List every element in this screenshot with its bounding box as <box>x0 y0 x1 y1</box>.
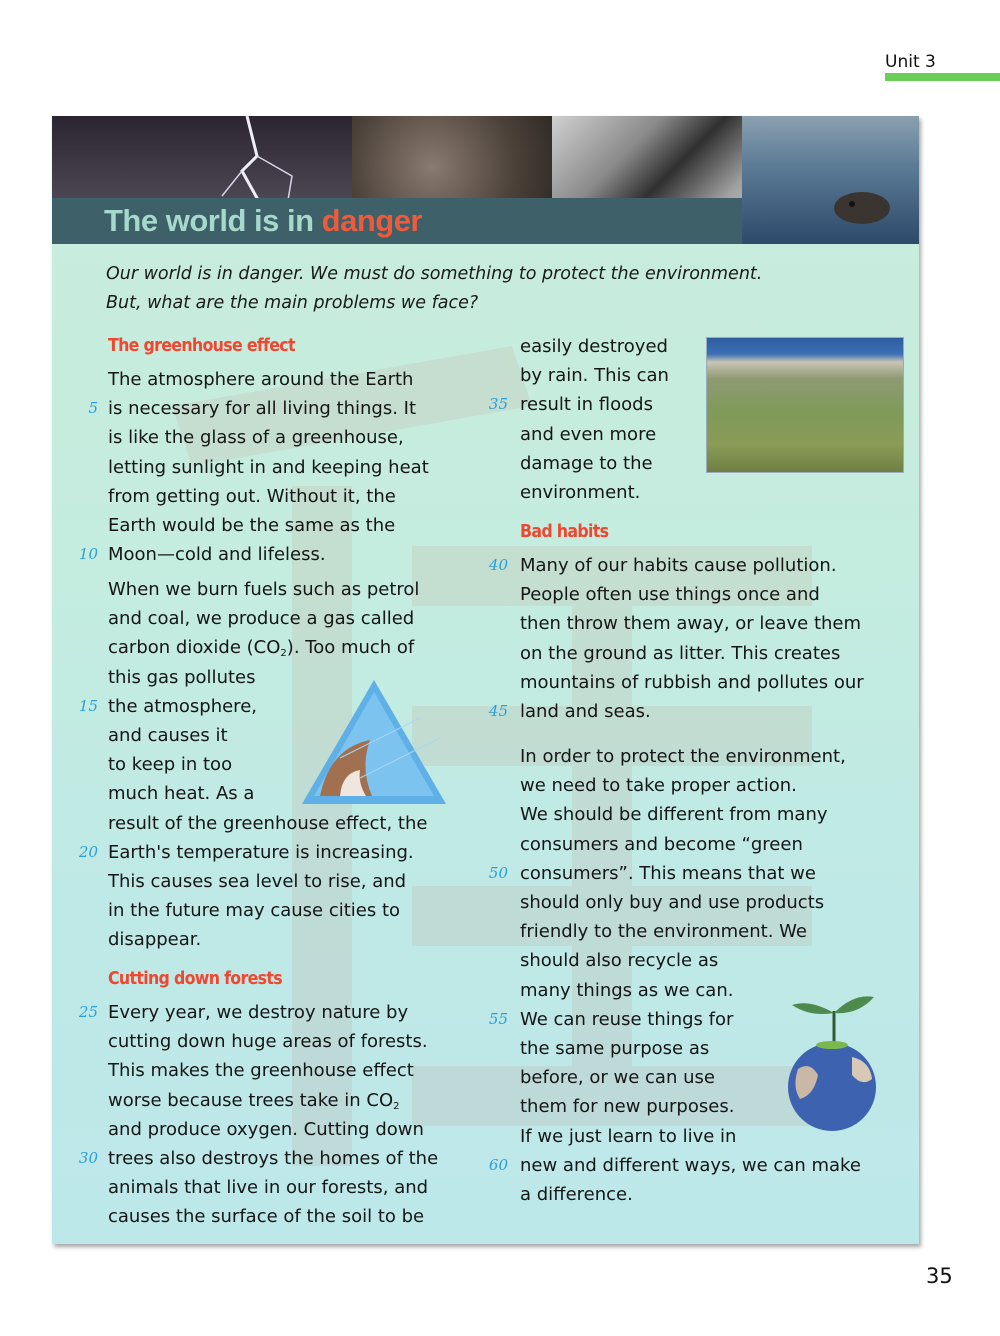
intro-line: But, what are the main problems we face? <box>106 293 479 313</box>
intro-text <box>106 260 886 318</box>
line-text: result of the greenhouse effect, the <box>108 812 428 834</box>
line-text: disappear. <box>108 929 202 951</box>
text-line <box>520 609 864 638</box>
line-text: much heat. As a <box>108 783 255 805</box>
line-number: 10 <box>78 545 98 564</box>
line-text: damage to the <box>520 452 653 474</box>
line-text: trees also destroys the homes of the <box>108 1148 439 1170</box>
line-text: cutting down huge areas of forests. <box>108 1031 428 1053</box>
line-text: Every year, we destroy nature by <box>108 1002 409 1023</box>
text-line <box>108 1027 438 1056</box>
line-text: People often use things once and <box>520 584 820 606</box>
text-line <box>108 1173 438 1202</box>
line-text: When we burn fuels such as petrol <box>108 579 420 600</box>
line-text: and causes it <box>108 725 228 747</box>
line-text: to keep in too <box>108 754 233 776</box>
line-text: The atmosphere around the Earth <box>108 369 414 390</box>
line-text: a difference. <box>520 1184 633 1206</box>
text-line <box>488 697 864 726</box>
line-text: environment. <box>520 482 641 504</box>
line-text: and even more <box>520 423 657 445</box>
line-text: friendly to the environment. We <box>520 921 807 943</box>
text-line <box>108 511 429 540</box>
line-number: 40 <box>488 556 508 574</box>
text-line <box>520 449 669 478</box>
text-line <box>520 830 861 859</box>
text-line <box>108 482 429 511</box>
line-text: we need to take proper action. <box>520 775 797 797</box>
text-line <box>520 800 861 829</box>
line-number: 20 <box>78 842 98 861</box>
line-text: This makes the greenhouse effect <box>108 1060 414 1082</box>
subscript: 2 <box>393 1100 400 1112</box>
text-line <box>520 478 669 507</box>
line-number: 60 <box>488 1155 508 1174</box>
line-text: is necessary for all living things. It <box>108 398 417 420</box>
text-line <box>520 1180 861 1209</box>
line-text: many things as we can. <box>520 979 734 1001</box>
line-text: letting sunlight in and keeping heat <box>108 456 429 478</box>
oily-seal-photo <box>742 116 919 244</box>
line-number: 25 <box>78 1003 98 1021</box>
line-text: on the ground as litter. This creates <box>520 642 841 664</box>
text-line <box>78 1144 439 1173</box>
text-line <box>520 888 861 917</box>
text-line <box>488 551 864 580</box>
line-text: before, or we can use <box>520 1067 715 1089</box>
line-text: If we just learn to live in <box>520 1125 737 1147</box>
line-text: easily destroyed <box>520 336 668 357</box>
text-line <box>108 453 429 482</box>
banner <box>52 116 919 244</box>
line-number: 15 <box>78 696 98 715</box>
line-text: should only buy and use products <box>520 892 825 914</box>
text-line <box>108 604 427 633</box>
line-text: Moon—cold and lifeless. <box>108 544 326 566</box>
line-number: 55 <box>488 1009 508 1028</box>
text-line <box>520 332 669 361</box>
heading-greenhouse: The greenhouse effect <box>108 335 295 356</box>
line-number: 30 <box>78 1149 98 1168</box>
line-text: should also recycle as <box>520 950 719 972</box>
line-text: This causes sea level to rise, and <box>108 871 407 893</box>
text-line <box>88 394 429 423</box>
unit-label: Unit 3 <box>885 52 936 72</box>
line-text: In order to protect the environment, <box>520 746 846 767</box>
line-text: We can reuse things for <box>520 1008 734 1030</box>
text-line <box>108 1202 438 1231</box>
habits-paragraph-1 <box>488 551 864 726</box>
line-text: and coal, we produce a gas called <box>108 608 415 630</box>
text-line <box>108 1086 438 1115</box>
line-text: Many of our habits cause pollution. <box>520 555 837 576</box>
text-line <box>108 867 427 896</box>
text-line <box>78 540 429 569</box>
line-text: We should be different from many <box>520 804 828 826</box>
line-text: is like the glass of a greenhouse, <box>108 427 404 449</box>
line-text: worse because trees take in CO <box>108 1089 394 1111</box>
text-line <box>108 575 427 604</box>
text-line <box>488 859 861 888</box>
text-line <box>520 639 864 668</box>
habits-paragraph-2 <box>488 742 861 1209</box>
text-line <box>520 668 864 697</box>
text-line <box>520 917 861 946</box>
text-line <box>520 361 669 390</box>
text-line <box>108 896 427 925</box>
line-text: by rain. This can <box>520 365 669 387</box>
line-text: from getting out. Without it, the <box>108 485 396 507</box>
article-panel <box>52 116 919 1244</box>
line-text: in the future may cause cities to <box>108 900 401 922</box>
greenhouse-paragraph-1 <box>78 365 429 569</box>
text-line <box>520 742 861 771</box>
line-text: new and different ways, we can make <box>520 1154 861 1176</box>
line-text: carbon dioxide (CO <box>108 637 281 659</box>
line-text: Earth would be the same as the <box>108 515 396 537</box>
line-text: animals that live in our forests, and <box>108 1177 429 1199</box>
text-line <box>78 998 438 1027</box>
text-line <box>488 390 669 419</box>
deforested-land-photo <box>706 337 904 473</box>
line-number: 35 <box>488 395 508 414</box>
title-accent: danger <box>321 203 422 238</box>
greenhouse-pyramid-illustration <box>300 678 448 806</box>
heading-forests: Cutting down forests <box>108 968 282 989</box>
text-line <box>108 365 429 394</box>
subscript: 2 <box>280 648 287 660</box>
text-line <box>108 809 427 838</box>
line-text: this gas pollutes <box>108 666 256 688</box>
forests-paragraph-1 <box>78 998 439 1232</box>
text-line <box>108 925 427 954</box>
line-text: Earth's temperature is increasing. <box>108 841 414 863</box>
text-line <box>520 771 861 800</box>
line-text: them for new purposes. <box>520 1096 735 1118</box>
text-line <box>108 1056 438 1085</box>
line-text: then throw them away, or leave them <box>520 613 862 635</box>
text-line <box>520 420 669 449</box>
line-text: ). Too much of <box>286 637 415 659</box>
text-line <box>488 1151 861 1180</box>
text-line <box>108 423 429 452</box>
text-line <box>108 633 427 662</box>
heading-habits: Bad habits <box>520 521 609 542</box>
globe-with-seedling-illustration <box>770 991 894 1131</box>
line-number: 50 <box>488 863 508 882</box>
text-line <box>520 946 861 975</box>
line-number: 5 <box>88 399 98 418</box>
line-text: causes the surface of the soil to be <box>108 1206 425 1228</box>
line-text: land and seas. <box>520 701 651 723</box>
line-text: mountains of rubbish and pollutes our <box>520 671 864 693</box>
line-text: the atmosphere, <box>108 695 257 717</box>
page-number: 35 <box>926 1264 953 1288</box>
page-title: The world is in danger <box>104 203 422 238</box>
text-line <box>520 580 864 609</box>
text-line <box>78 838 427 867</box>
line-text: consumers”. This means that we <box>520 862 816 884</box>
line-text: result in floods <box>520 394 653 416</box>
line-number: 45 <box>488 702 508 721</box>
line-text: the same purpose as <box>520 1038 710 1060</box>
intro-line: Our world is in danger. We must do something to protect the environment. <box>106 264 763 284</box>
forests-paragraph-2 <box>488 332 669 507</box>
text-line <box>108 1115 438 1144</box>
unit-accent-bar <box>885 73 1000 81</box>
line-text: and produce oxygen. Cutting down <box>108 1118 424 1140</box>
line-text: consumers and become “green <box>520 833 803 855</box>
